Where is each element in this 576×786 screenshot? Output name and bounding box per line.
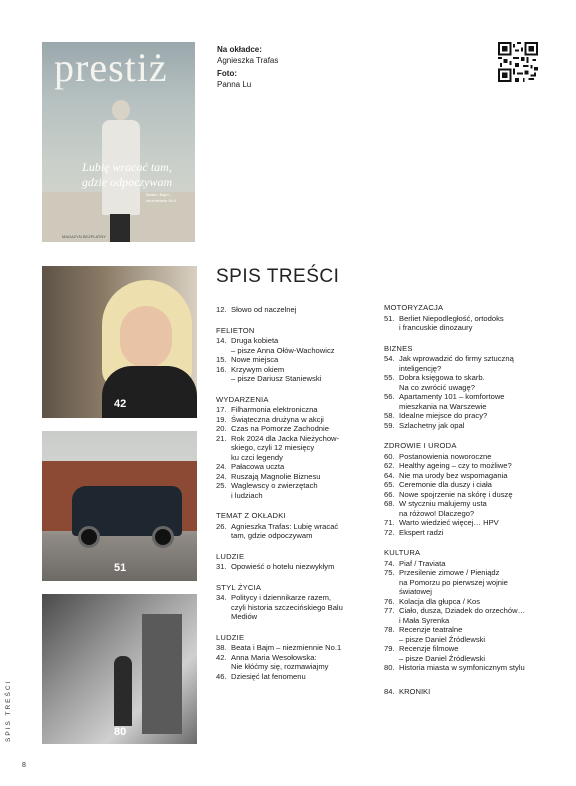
toc-entry-page: 68. (384, 499, 395, 508)
toc-entry[interactable] (216, 672, 376, 682)
toc-entry[interactable] (384, 354, 554, 373)
cover-small-text: Beata i Bajm – niezmiennie No.1 (146, 192, 177, 203)
toc-entry-page: 55. (384, 373, 395, 382)
toc-entry[interactable] (384, 480, 554, 490)
toc-entry-page: 24. (216, 471, 227, 481)
toc-entry-page: 12. (216, 305, 227, 314)
toc-entry-title: Krzywym okiem – pisze Dariusz Staniewski (231, 364, 322, 383)
toc-entry[interactable] (384, 663, 554, 673)
toc-entry[interactable] (216, 415, 376, 425)
toc-entry-title: Rok 2024 dla Jacka Nieżychow- skiego, czyli 12 miesięcy ku czci legendy (231, 433, 340, 462)
toc-entry-page: 31. (216, 562, 227, 571)
toc-entry-page: 72. (384, 527, 395, 537)
toc-entry-title: Recenzje filmowe – pisze Daniel Źródlewski (399, 644, 486, 663)
toc-entry-title: Opowieść o hotelu niezwykłym (231, 562, 335, 571)
toc-entry-title: Idealne miejsce do pracy? (399, 411, 488, 420)
toc-entry[interactable] (384, 421, 554, 431)
vertical-section-label: SPIS TREŚCI (5, 679, 12, 742)
toc-entry-page: 42. (216, 652, 227, 662)
toc-entry-title: Ruszają Magnolie Biznesu (231, 471, 321, 481)
toc-entry[interactable] (384, 568, 554, 597)
toc-entry-title: Kolacja dla głupca / Kos (399, 596, 481, 606)
toc-entry-page: 21. (216, 433, 227, 443)
toc-section-heading: LUDZIE (216, 632, 245, 642)
toc-entry[interactable] (384, 625, 554, 644)
toc-entry-title: W styczniu malujemy usta na różowo! Dlaczego? (399, 499, 487, 518)
toc-entry[interactable] (216, 355, 376, 365)
toc-entry[interactable] (384, 314, 554, 333)
toc-entry-title: Apartamenty 101 – komfortowe mieszkania na Warszewie (399, 392, 505, 411)
toc-entry-page: 24. (216, 462, 227, 471)
toc-section-heading: WYDARZENIA (216, 394, 269, 404)
toc-entry-title: Politycy i dziennikarze razem, czyli historia szczecińskiego Balu Mediów (231, 593, 343, 621)
toc-entry-page: 19. (216, 414, 227, 424)
toc-entry[interactable] (216, 462, 376, 472)
toc-entry[interactable] (216, 562, 376, 572)
toc-entry[interactable] (216, 593, 376, 622)
toc-entry-title: Nowe spojrzenie na skórę i duszę (399, 489, 513, 499)
page-number: 8 (22, 762, 26, 769)
toc-entry-page: 14. (216, 336, 227, 345)
toc-entry-page: 26. (216, 521, 227, 531)
toc-entry-title: Healthy ageing – czy to możliwe? (399, 461, 512, 470)
toc-entry-title: Anna Maria Wesołowska: Nie kłóćmy się, rozmawiajmy (231, 652, 329, 671)
toc-entry-title: Agnieszka Trafas: Lubię wracać tam, gdzie odpoczywam (231, 521, 339, 540)
toc-section-heading: LUDZIE (216, 551, 245, 561)
toc-entry-page: 66. (384, 489, 395, 499)
toc-entry-title: Przesilenie zimowe / Pieniądz na Pomorzu po pierwszej wojnie światowej (399, 568, 508, 596)
toc-entry-title: Nowe miejsca (231, 355, 279, 364)
toc-entry[interactable] (216, 653, 376, 672)
toc-entry-title: Warto wiedzieć więcej… HPV (399, 518, 499, 527)
toc-entry-title: Świąteczna drużyna w akcji (231, 414, 324, 424)
toc-entry[interactable] (384, 373, 554, 392)
qr-code-icon[interactable] (498, 42, 538, 82)
toc-entry[interactable] (216, 305, 376, 315)
toc-section-heading: ZDROWIE I URODA (384, 441, 457, 450)
toc-entry-page: 62. (384, 461, 395, 470)
toc-entry-title: Dziesięć lat fenomenu (231, 671, 306, 681)
toc-entry-page: 56. (384, 392, 395, 401)
toc-entry-title: Jak wprowadzić do firmy sztuczną inteligencję? (399, 354, 514, 373)
photo-page-number: 51 (114, 562, 127, 574)
photo-page-number: 80 (114, 726, 127, 738)
toc-entry-page: 38. (216, 643, 227, 652)
toc-entry-title: Postanowienia noworoczne (399, 451, 492, 461)
page-title: SPIS TREŚCI (216, 266, 340, 287)
toc-entry-page: 59. (384, 420, 395, 430)
toc-entry-title: Nie ma urody bez wspomagania (399, 470, 508, 480)
toc-entry[interactable] (384, 392, 554, 411)
photo-credit-value: Panna Lu (217, 80, 252, 89)
photo-hotel-interior (42, 594, 197, 744)
toc-entry-page: 78. (384, 625, 395, 634)
toc-entry[interactable] (216, 522, 376, 541)
toc-entry[interactable] (216, 472, 376, 482)
toc-entry-page: 58. (384, 411, 395, 420)
toc-entry-page: 79. (384, 644, 395, 653)
toc-entry[interactable] (216, 643, 376, 653)
cover-footer: MAGAZYN BEZPŁATNY (62, 234, 106, 239)
toc-entry-title: Waglewscy o zwierzętach i ludziach (231, 481, 318, 500)
toc-entry-page: 65. (384, 480, 395, 489)
toc-section-heading: KULTURA (384, 548, 421, 557)
toc-entry-title: Czas na Pomorze Zachodnie (231, 424, 329, 433)
toc-section-heading: FELIETON (216, 325, 255, 335)
cover-credits (217, 44, 278, 90)
toc-entry-page: 60. (384, 451, 395, 461)
cover-credit-label: Na okładce: (217, 45, 262, 54)
toc-right-column (384, 303, 554, 696)
toc-left-column (216, 305, 376, 681)
toc-entry-page: 77. (384, 606, 395, 615)
photo-vintage-car (42, 431, 197, 581)
toc-section-heading: STYL ŻYCIA (216, 582, 262, 592)
toc-entry-title: Beata i Bajm – niezmiennie No.1 (231, 643, 342, 652)
toc-entry-page: 84. (384, 686, 395, 696)
cover-credit-value: Agnieszka Trafas (217, 56, 279, 65)
toc-entry-page: 80. (384, 663, 395, 672)
toc-entry[interactable] (384, 411, 554, 421)
toc-entry[interactable] (384, 471, 554, 481)
toc-entry[interactable] (384, 499, 554, 518)
toc-entry-title: Słowo od naczelnej (231, 305, 297, 314)
toc-entry-title: Ciało, dusza, Dziadek do orzechów… i Mała Syrenka (399, 606, 526, 625)
photo-page-number: 42 (114, 398, 127, 410)
toc-entry[interactable] (384, 606, 554, 625)
toc-entry-page: 71. (384, 518, 395, 527)
toc-entry-title: Ceremonie dla duszy i ciała (399, 480, 492, 489)
toc-entry-title: Recenzje teatralne – pisze Daniel Źródlewski (399, 625, 486, 644)
toc-entry-page: 74. (384, 558, 395, 568)
toc-entry[interactable] (384, 559, 554, 569)
toc-entry[interactable] (384, 597, 554, 607)
toc-entry-title: Filharmonia elektroniczna (231, 405, 318, 414)
magazine-cover-image (42, 42, 195, 242)
toc-entry[interactable] (216, 365, 376, 384)
toc-entry[interactable] (384, 518, 554, 528)
toc-entry-page: 64. (384, 470, 395, 480)
toc-entry[interactable] (216, 336, 376, 355)
toc-entry-page: 46. (216, 671, 227, 681)
toc-entry[interactable] (384, 452, 554, 462)
toc-entry-page: 76. (384, 596, 395, 606)
toc-entry-title: KRONIKI (399, 686, 431, 696)
photo-credit-label: Foto: (217, 69, 237, 78)
toc-entry-title: Dobra księgowa to skarb. Na co zwrócić uwagę? (399, 373, 485, 392)
toc-entry[interactable] (216, 424, 376, 434)
toc-entry-title: Berliet Niepodległość, ortodoks i francuskie dinozaury (399, 313, 504, 332)
cover-tagline: Lubię wracać tam, gdzie odpoczywam (81, 160, 173, 189)
toc-entry-page: 15. (216, 355, 227, 364)
toc-entry-page: 20. (216, 424, 227, 433)
toc-entry[interactable] (384, 461, 554, 471)
toc-entry-page: 25. (216, 481, 227, 490)
toc-entry-title: Pałacowa uczta (231, 462, 285, 471)
toc-entry-title: Szlachetny jak opal (399, 420, 465, 430)
toc-entry-title: Piaf / Traviata (399, 558, 446, 568)
toc-section-heading: MOTORYZACJA (384, 303, 444, 312)
toc-entry-title: Historia miasta w symfonicznym stylu (399, 663, 525, 672)
toc-entry-page: 75. (384, 568, 395, 577)
toc-section-heading: BIZNES (384, 343, 413, 353)
toc-entry-page: 17. (216, 405, 227, 414)
cover-brand-logo: prestiż (54, 45, 168, 90)
toc-entry[interactable] (216, 434, 376, 463)
toc-entry-page: 34. (216, 593, 227, 602)
toc-entry-page: 54. (384, 354, 395, 363)
photo-portrait (42, 266, 197, 418)
toc-entry[interactable] (216, 405, 376, 415)
toc-entry-title: Druga kobieta – pisze Anna Ołów-Wachowicz (231, 336, 335, 355)
toc-entry-page: 51. (384, 313, 395, 323)
toc-entry-page: 16. (216, 364, 227, 374)
toc-entry[interactable] (216, 481, 376, 500)
toc-section-heading: TEMAT Z OKŁADKI (216, 511, 286, 520)
toc-entry[interactable] (384, 687, 554, 697)
toc-entry[interactable] (384, 490, 554, 500)
toc-entry[interactable] (384, 528, 554, 538)
toc-entry[interactable] (384, 644, 554, 663)
toc-entry-title: Ekspert radzi (399, 527, 444, 537)
